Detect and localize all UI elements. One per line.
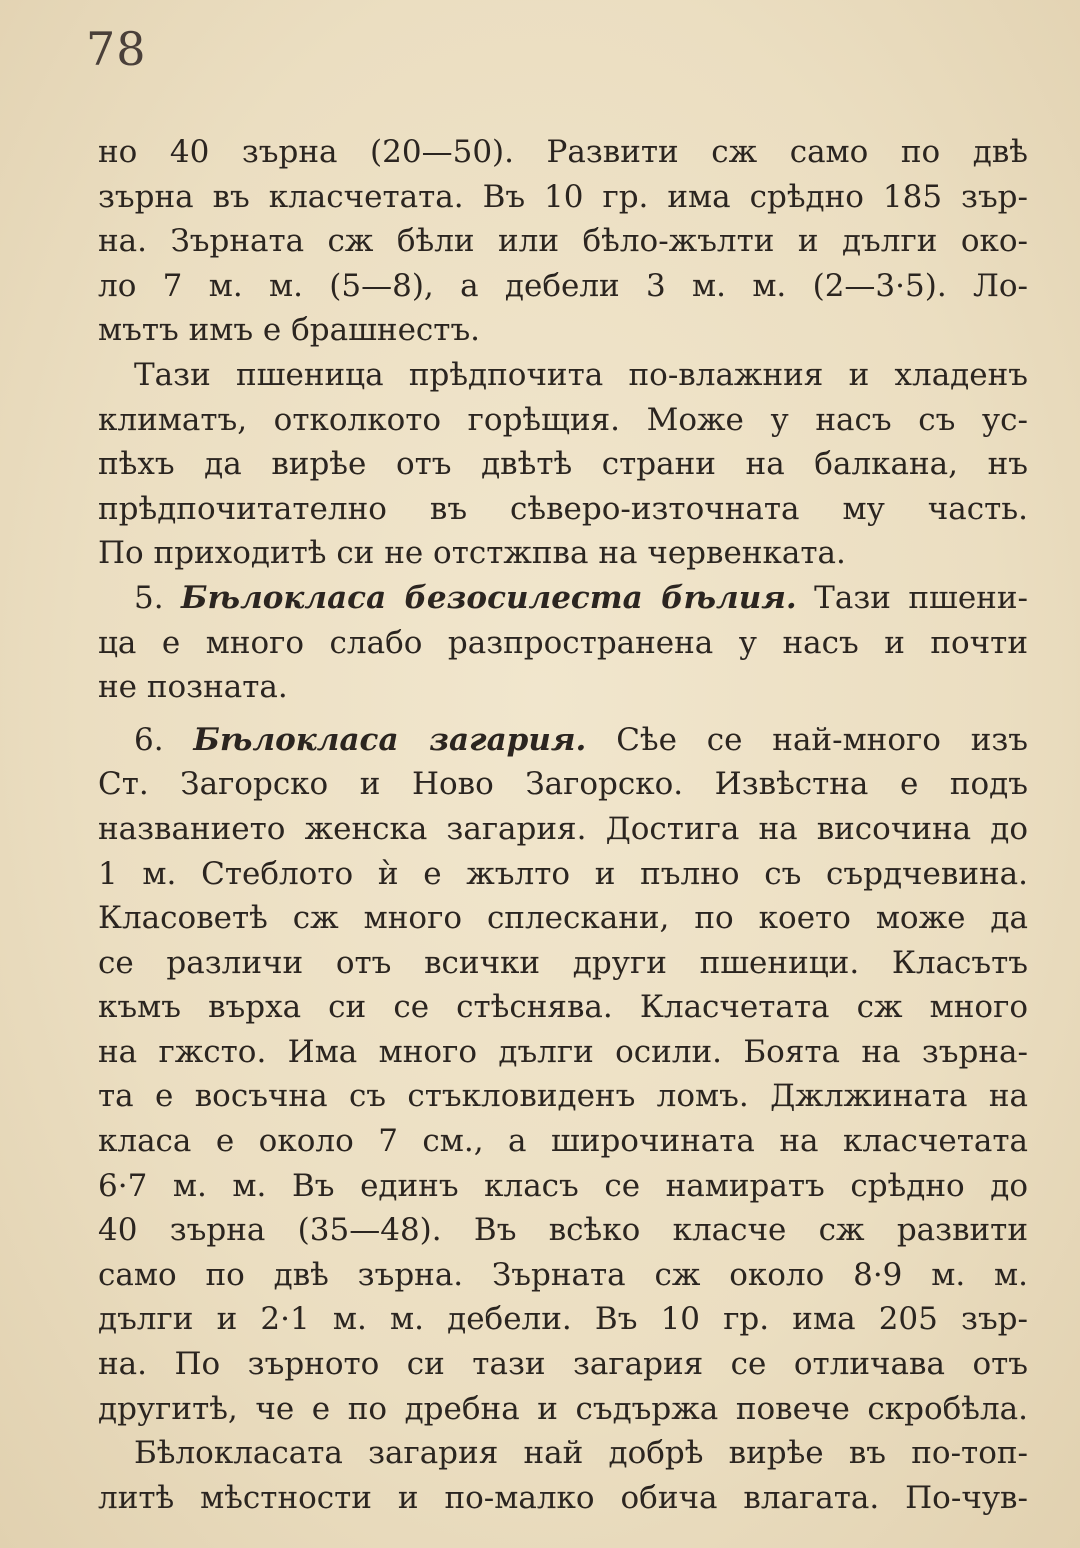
text-line: Бѣлокласата загария най добрѣ вирѣе въ по-топ- xyxy=(134,1435,1028,1472)
text-line: само по двѣ зърна. Зърната сж около 8·9 м. м. xyxy=(98,1256,1028,1293)
text-line: та е восъчна съ стъкловиденъ ломъ. Джлжината на xyxy=(98,1078,1028,1115)
text-line: Тази пшеница прѣдпочита по-влажния и хладенъ xyxy=(134,356,1028,393)
text-fragment: Тази пшени- xyxy=(814,579,1028,616)
text-line: но 40 зърна (20—50). Развити сж само по двѣ xyxy=(98,134,1028,170)
text-line: ца е много слабо разпространена у насъ и почти xyxy=(98,624,1028,661)
text-line: се различи отъ всички други пшеници. Класътъ xyxy=(98,944,1028,981)
section-6-first-line xyxy=(98,718,1028,763)
text-line: къмъ върха си се стѣснява. Класчетата сж много xyxy=(98,989,1028,1026)
section-heading: Бѣлокласа загария. xyxy=(193,721,587,758)
text-line: По приходитѣ си не отстжпва на червенката. xyxy=(98,535,846,572)
section-5-first-line xyxy=(98,576,1028,621)
text-line: другитѣ, че е по дребна и съдържа повече скробѣла. xyxy=(98,1390,1028,1427)
text-line: класа е около 7 см., а широчината на класчетата xyxy=(98,1123,1028,1160)
text-line: не позната. xyxy=(98,669,288,706)
text-line: на. По зърното си тази загария се отличава отъ xyxy=(98,1346,1028,1383)
text-fragment: Сѣе се най-много изъ xyxy=(616,721,1029,758)
text-line: мътъ имъ е брашнестъ. xyxy=(98,312,481,349)
text-line: 1 м. Стеблото ѝ е жълто и пълно съ сърдчевина. xyxy=(98,855,1028,892)
text-line: ло 7 м. м. (5—8), а дебели 3 м. м. (2—3·5). Ло- xyxy=(98,267,1028,304)
section-number: 5. xyxy=(134,579,164,616)
text-line: на. Зърната сж бѣли или бѣло-жълти и дълги око- xyxy=(98,223,1028,260)
section-heading: Бѣлокласа безосилеста бѣлия. xyxy=(181,579,797,616)
text-line: дълги и 2·1 м. м. дебели. Въ 10 гр. има 205 зър- xyxy=(98,1301,1028,1338)
text-line: прѣдпочитателно въ сѣверо-източната му часть. xyxy=(98,490,1028,527)
text-line: на гжсто. Има много дълги осили. Боята на зърна- xyxy=(98,1033,1028,1070)
text-line: Ст. Загорско и Ново Загорско. Извѣстна е подъ xyxy=(98,766,1028,803)
page-number: 78 xyxy=(86,22,147,76)
paragraph-gap xyxy=(98,710,1028,718)
text-line: Класоветѣ сж много сплескани, по което може да xyxy=(98,900,1028,937)
text-line: названието женска загария. Достига на височина до xyxy=(98,810,1028,847)
body-text xyxy=(98,130,1028,1520)
text-line: зърна въ класчетата. Въ 10 гр. има срѣдно 185 зър- xyxy=(98,178,1028,215)
text-line: 40 зърна (35—48). Въ всѣко класче сж развити xyxy=(98,1212,1028,1249)
text-line: 6·7 м. м. Въ единъ класъ се намиратъ срѣдно до xyxy=(98,1167,1028,1204)
section-number: 6. xyxy=(134,721,164,758)
text-line: климатъ, отколкото горѣщия. Може у насъ съ ус- xyxy=(98,401,1028,438)
text-line: пѣхъ да вирѣе отъ двѣтѣ страни на балкана, нъ xyxy=(98,446,1028,483)
text-line: литѣ мѣстности и по-малко обича влагата. По-чув- xyxy=(98,1479,1028,1516)
